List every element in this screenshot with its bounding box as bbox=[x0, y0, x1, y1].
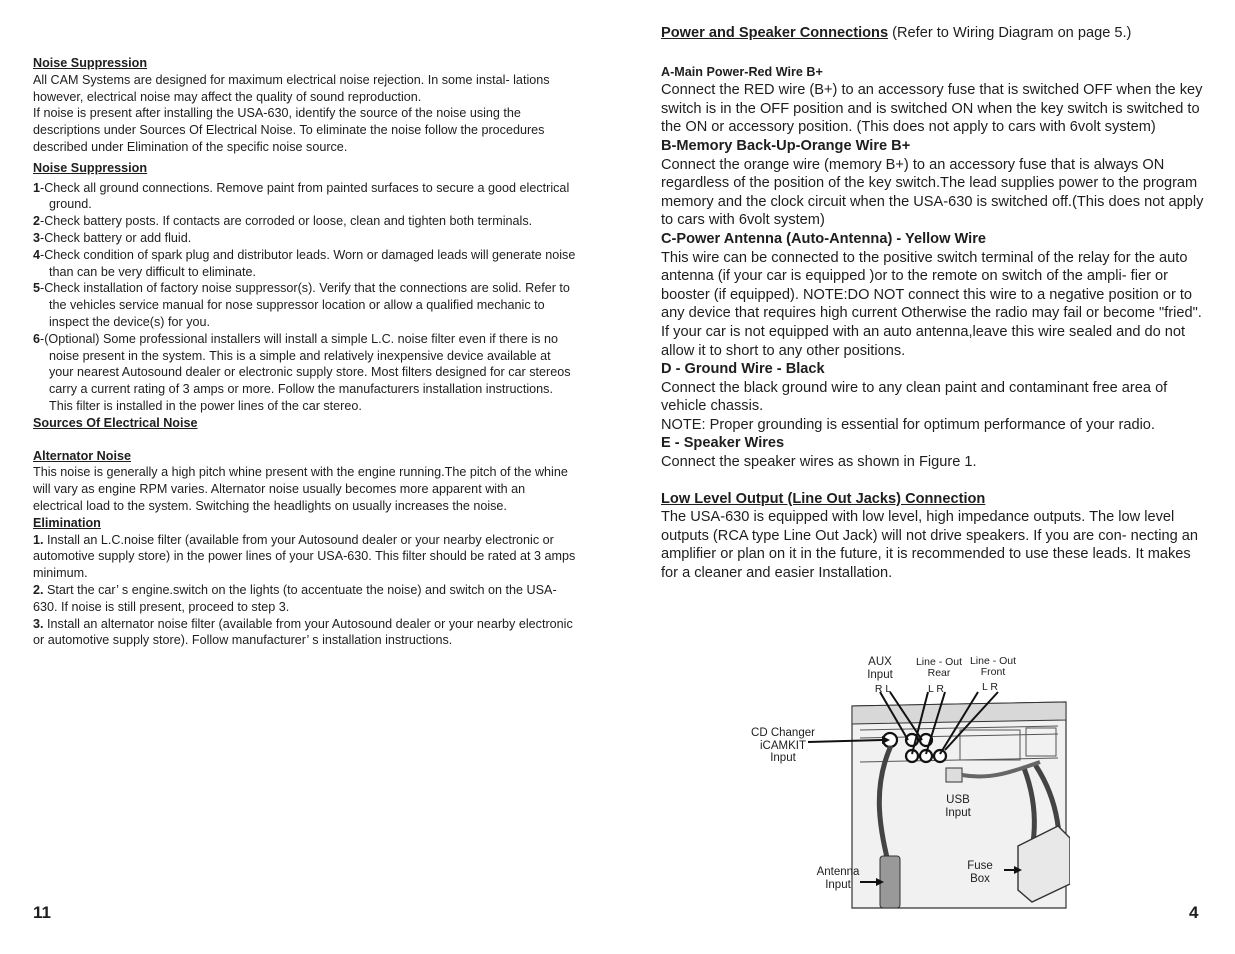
page-number-right: 4 bbox=[1189, 903, 1199, 922]
elimination-item: 3. Install an alternator noise filter (available from your Autosound dealer or your nearby electronic or automotive supply store). Follow manufacturer’ s installation instructions. bbox=[33, 616, 573, 648]
alternator-noise-heading: Alternator Noise bbox=[33, 448, 131, 463]
power-speaker-heading: Power and Speaker Connections bbox=[661, 25, 889, 41]
power-speaker-title bbox=[661, 24, 1211, 43]
page-number-left: 11 bbox=[33, 903, 51, 922]
noise-suppression-steps-heading: Noise Suppression bbox=[33, 160, 148, 175]
step-item: 4-Check condition of spark plug and distributor leads. Worn or damaged leads will generate noise than can be very difficult to eliminate. bbox=[33, 247, 576, 279]
aux-input-label: AUX Input bbox=[867, 656, 893, 681]
step-item: 2-Check battery posts. If contacts are corroded or loose, clean and tighten both terminals. bbox=[33, 214, 533, 229]
left-page bbox=[33, 55, 578, 649]
radio-connections-illustration bbox=[740, 650, 1070, 910]
memory-backup-text: Connect the orange wire (memory B+) to an accessory fuse that is always ON regardless of the position of the key switch.The lead supplies power to the program memory and the clock circuit when the USA-630 is switched off.(This does not apply to cars with 6volt system) bbox=[661, 156, 1204, 229]
line-out-front-label: Line - Out Front bbox=[969, 655, 1017, 678]
usb-input-label: USB Input bbox=[945, 794, 971, 819]
noise-suppression-heading: Noise Suppression bbox=[33, 56, 148, 70]
line-out-rear-label: Line - Out Rear bbox=[915, 656, 963, 679]
elimination-item: 2. Start the car’ s engine.switch on the lights (to accentuate the noise) and switch on the USA-630. If noise is still present, proceed to step 3. bbox=[33, 582, 557, 614]
identify-paragraph: If noise is present after installing the USA-630, identify the source of the noise using the descriptions under Sources Of Electrical Noise. To eliminate the noise follow the procedures described under Elimination of the specific noise source. bbox=[33, 106, 545, 154]
speaker-wires-heading: E - Speaker Wires bbox=[661, 435, 785, 452]
power-antenna-heading: C-Power Antenna (Auto-Antenna) - Yellow Wire bbox=[661, 230, 986, 247]
step-item: 5-Check installation of factory noise suppressor(s). Verify that the connections are solid. Refer to the vehicles service manual for nose suppressor location or allow a qualified mechanic to inspect the device(s) for you. bbox=[33, 281, 570, 329]
speaker-wires-text: Connect the speaker wires as shown in Figure 1. bbox=[661, 454, 977, 471]
fuse-box-label: Fuse Box bbox=[967, 860, 993, 885]
elimination-steps bbox=[33, 532, 578, 650]
elimination-heading: Elimination bbox=[33, 515, 101, 530]
intro-paragraph: All CAM Systems are designed for maximum electrical noise rejection. In some instal- lations however, electrical noise may affect the quality of sound reproduction. bbox=[33, 72, 550, 104]
grounding-note: NOTE: Proper grounding is essential for optimum performance of your radio. bbox=[661, 416, 1155, 433]
memory-backup-heading: B-Memory Back-Up-Orange Wire B+ bbox=[661, 137, 911, 154]
main-power-heading: A-Main Power-Red Wire B+ bbox=[661, 64, 823, 79]
low-level-text: The USA-630 is equipped with low level, high impedance outputs. The low level outputs (RCA type Line Out Jack) will not drive speakers. If you are con- necting an amplifier or plan on it in the future, it is recommended to use these leads. It makes for a cleaner and easier Installation. bbox=[661, 509, 1198, 582]
wiring-diagram bbox=[740, 650, 1070, 910]
low-level-heading: Low Level Output (Line Out Jacks) Connection bbox=[661, 490, 986, 507]
alternator-noise-text: This noise is generally a high pitch whine present with the engine running.The pitch of the whine will vary as engine RPM varies. Alternator noise usually becomes more apparent with an electrical load to the system. Switching the headlights on usually increases the noise. bbox=[33, 465, 568, 513]
rear-lr-label: L R bbox=[928, 683, 944, 695]
wiring-reference: (Refer to Wiring Diagram on page 5.) bbox=[888, 25, 1132, 41]
main-power-text: Connect the RED wire (B+) to an accessory fuse that is switched OFF when the key switch is in the OFF position and is switched ON when the key switch is switched to the ON or accessory position. (This does not apply to cars with 6volt system) bbox=[661, 82, 1203, 136]
right-page bbox=[661, 24, 1211, 583]
aux-rl-label: R L bbox=[874, 683, 892, 695]
front-lr-label: L R bbox=[982, 681, 998, 693]
noise-suppression-steps bbox=[33, 180, 578, 415]
ground-wire-heading: D - Ground Wire - Black bbox=[661, 361, 825, 378]
sources-heading: Sources Of Electrical Noise bbox=[33, 415, 198, 430]
elimination-item: 1. Install an L.C.noise filter (available from your Autosound dealer or your nearby electronic or automotive supply store) in the power lines of your USA-630. This filter should be rated at 3 amps minimum. bbox=[33, 532, 576, 581]
antenna-input-label: Antenna Input bbox=[816, 866, 860, 891]
power-antenna-text: This wire can be connected to the positive switch terminal of the relay for the auto antenna (if your car is equipped )or to the remote on switch of the ampli- fier or booster (if equipped). NOTE:DO NOT connect this wire to a negative position or to any device that requires high current Otherwise the radio may fail or become "fried". If your car is not equipped with an auto antenna,leave this wire sealed and do not allow it to short to any other positions. bbox=[661, 249, 1202, 359]
step-item: 6-(Optional) Some professional installers will install a simple L.C. noise filter even if there is no noise present in the system. This is a simple and relatively inexpensive device available at your nearest Autosound dealer or electronic supply store. Most filters designed for car stereos carry a current rating of 3 amps or more. Follow the manufacturers installation instructions. This filter is installed in the power lines of the car stereo. bbox=[33, 331, 571, 413]
step-item: 3-Check battery or add fluid. bbox=[33, 230, 192, 245]
step-item: 1-Check all ground connections. Remove paint from painted surfaces to secure a good electrical ground. bbox=[33, 180, 570, 212]
cd-changer-label: CD Changer iCAMKIT Input bbox=[751, 727, 815, 764]
ground-wire-text: Connect the black ground wire to any clean paint and contaminant free area of vehicle chassis. bbox=[661, 379, 1168, 415]
